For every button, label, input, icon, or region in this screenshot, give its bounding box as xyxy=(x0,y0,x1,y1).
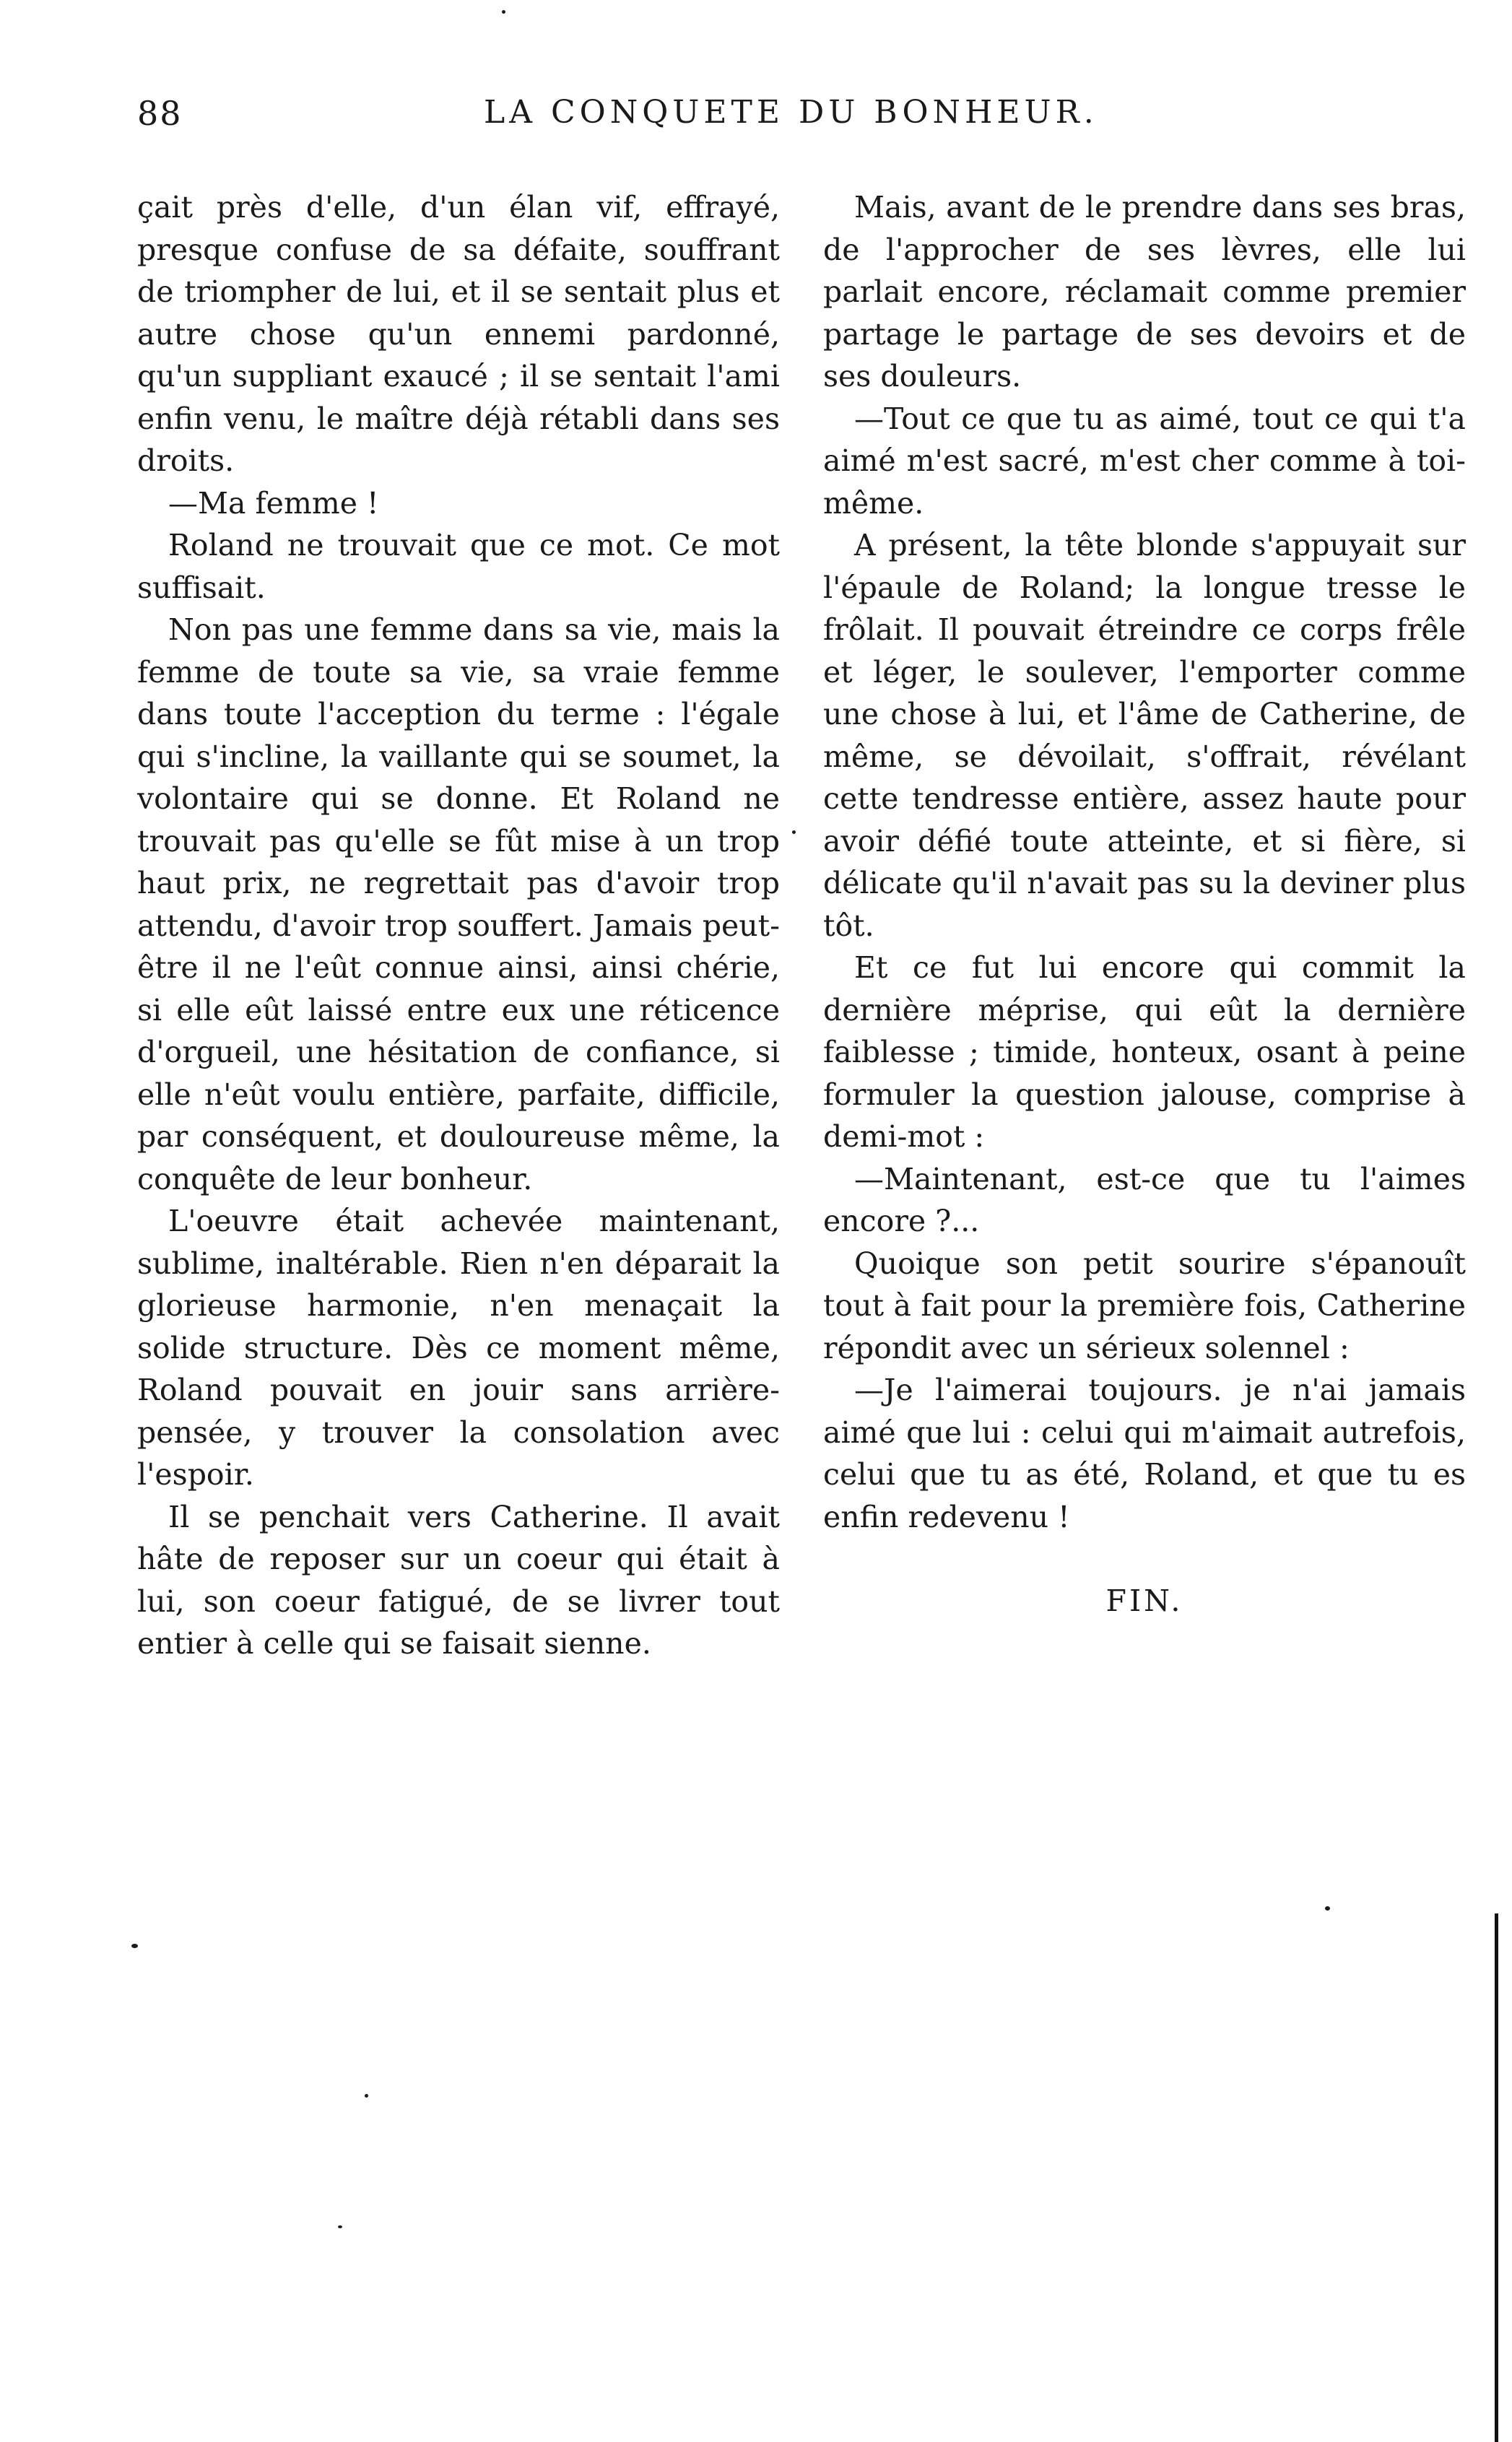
paragraph: —Je l'aimerai toujours. je n'ai jamais aimé que lui : celui qui m'aimait autrefois, celui que tu as été, Roland, et que tu es enfin redevenu ! xyxy=(823,1373,1466,1534)
paragraph: Quoique son petit sourire s'épanouît tout à fait pour la première fois, Catherine répondit avec un sérieux solennel : xyxy=(823,1246,1466,1365)
print-speck xyxy=(502,10,505,14)
paragraph: Mais, avant de le prendre dans ses bras, de l'approcher de ses lèvres, elle lui parlait encore, réclamait comme premier partage le partage de ses devoirs et de ses douleurs. xyxy=(823,190,1466,394)
print-speck xyxy=(131,1944,138,1948)
paragraph: Roland ne trouvait que ce mot. Ce mot suffisait. xyxy=(137,528,780,605)
paragraph: L'oeuvre était achevée maintenant, sublime, inaltérable. Rien n'en déparait la glorieuse harmonie, n'en menaçait la solide structure. Dès ce moment même, Roland pouvait en jouir sans arrière-pensée, y trouver la consolation avec l'espoir. xyxy=(137,1204,780,1492)
paragraph: çait près d'elle, d'un élan vif, effrayé, presque confuse de sa défaite, souffrant de triompher de lui, et il se sentait plus et autre chose qu'un ennemi pardonné, qu'un suppliant exaucé ; il se sentait l'ami enfin venu, le maître déjà rétabli dans ses droits. xyxy=(137,190,780,478)
paragraph: —Ma femme ! xyxy=(168,485,379,521)
print-speck xyxy=(792,830,796,834)
fin-label: FIN. xyxy=(1105,1583,1183,1618)
page-number: 88 xyxy=(137,94,183,133)
page-edge-shadow xyxy=(1495,1913,1498,2442)
paragraph: A présent, la tête blonde s'appuyait sur l'épaule de Roland; la longue tresse le frôlait. Il pouvait étreindre ce corps frêle et léger, le soulever, l'emporter comme une chose à lui, et l'âme de Catherine, de même, se dévoilait, s'offrait, révélant cette tendresse entière, assez haute pour avoir défié toute atteinte, et si fière, si délicate qu'il n'avait pas su la deviner plus tôt. xyxy=(823,528,1466,943)
print-speck xyxy=(1325,1906,1330,1911)
left-column xyxy=(137,186,780,1665)
running-title: LA CONQUETE DU BONHEUR. xyxy=(484,94,1098,131)
print-speck xyxy=(338,2225,342,2228)
paragraph: Il se penchait vers Catherine. Il avait hâte de reposer sur un coeur qui était à lui, son coeur fatigué, de se livrer tout entier à celle qui se faisait sienne. xyxy=(137,1499,780,1661)
paragraph: Et ce fut lui encore qui commit la dernière méprise, qui eût la dernière faiblesse ; timide, honteux, osant à peine formuler la question jalouse, comprise à demi-mot : xyxy=(823,950,1466,1154)
paragraph: Non pas une femme dans sa vie, mais la femme de toute sa vie, sa vraie femme dans toute l'acception du terme : l'égale qui s'incline, la vaillante qui se soumet, la volontaire qui se donne. Et Roland ne trouvait pas qu'elle se fût mise à un trop haut prix, ne regrettait pas d'avoir trop attendu, d'avoir trop souffert. Jamais peut-être il ne l'eût connue ainsi, ainsi chérie, si elle eût laissé entre eux une réticence d'orgueil, une hésitation de confiance, si elle n'eût voulu entière, parfaite, difficile, par conséquent, et douloureuse même, la conquête de leur bonheur. xyxy=(137,612,780,1196)
paragraph: —Maintenant, est-ce que tu l'aimes encore ?... xyxy=(823,1161,1466,1238)
paragraph: —Tout ce que tu as aimé, tout ce qui t'a aimé m'est sacré, m'est cher comme à toi-même. xyxy=(823,401,1466,521)
right-column xyxy=(823,186,1466,1622)
print-speck xyxy=(365,2094,368,2098)
